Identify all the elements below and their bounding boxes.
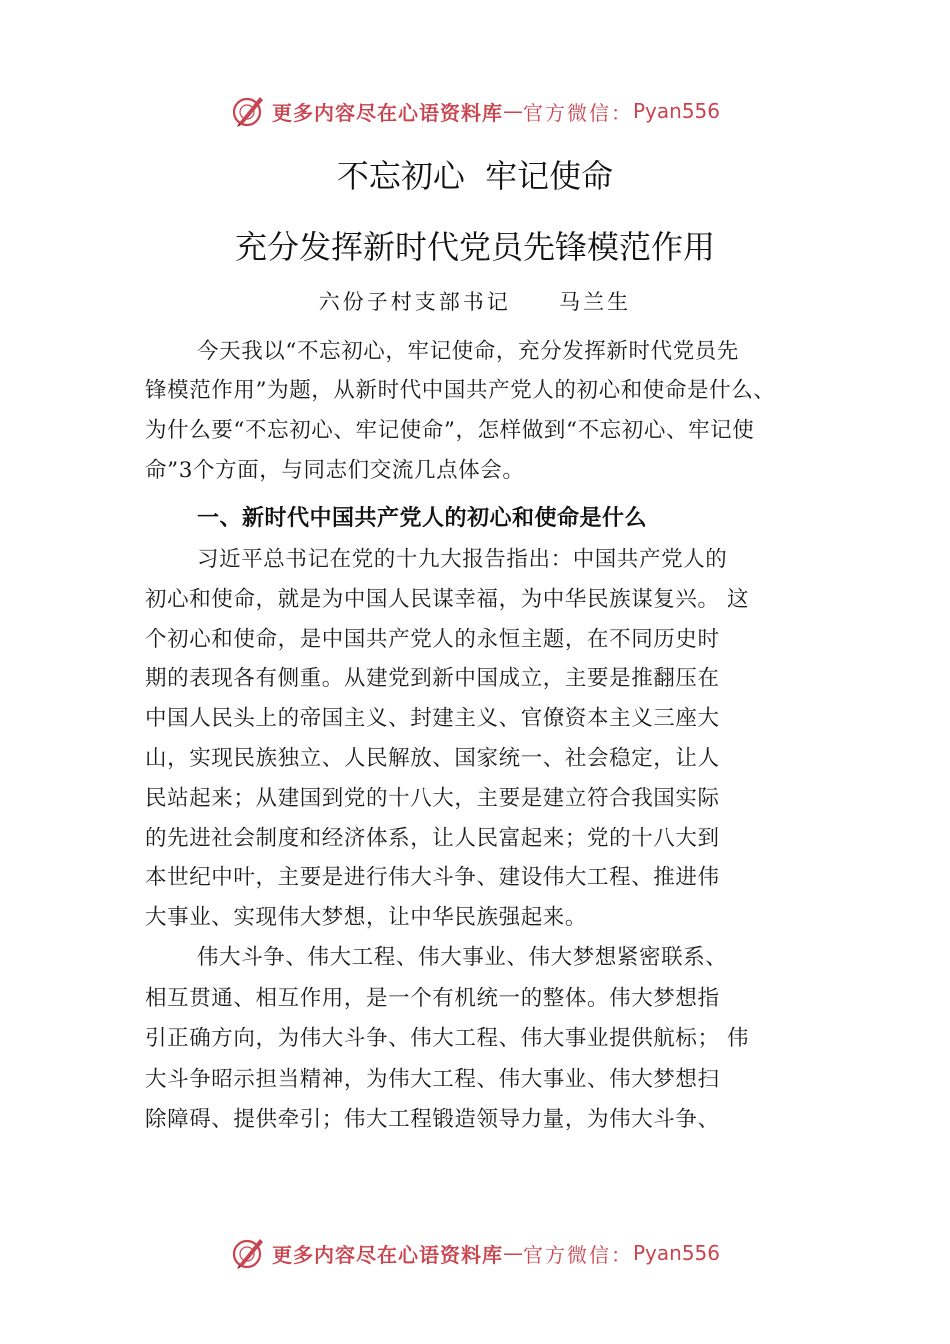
text-line: 个初心和使命，是中国共产党人的永恒主题，在不同历史时 — [145, 627, 720, 652]
pen-logo-icon — [230, 1235, 266, 1271]
watermark-wechat-label: 官方微信： — [522, 100, 633, 125]
pen-logo-icon — [230, 93, 266, 129]
text-line: 大事业、实现伟大梦想，让中华民族强起来。 — [145, 905, 588, 930]
text-line: 民站起来；从建国到党的十八大，主要是建立符合我国实际 — [145, 786, 720, 811]
text-line: 引正确方向，为伟大斗争、伟大工程、伟大事业提供航标； 伟 — [145, 1026, 750, 1051]
text-line: 除障碍、提供牵引；伟大工程锻造领导力量，为伟大斗争、 — [145, 1107, 720, 1132]
text-line: 期的表现各有侧重。从建党到新中国成立，主要是推翻压在 — [145, 666, 720, 691]
watermark-wechat-id: Pyan556 — [632, 1241, 720, 1265]
watermark-text: 更多内容尽在心语资料库 — [271, 100, 503, 125]
text-line: 锋模范作用”为题，从新时代中国共产党人的初心和使命是什么、 — [145, 378, 776, 403]
text-line: 山，实现民族独立、人民解放、国家统一、社会稳定，让人 — [145, 746, 720, 771]
text-line: 本世纪中叶，主要是进行伟大斗争、建设伟大工程、推进伟 — [145, 865, 720, 890]
watermark-text: 更多内容尽在心语资料库 — [271, 1242, 503, 1267]
watermark-wechat-id: Pyan556 — [632, 99, 720, 123]
watermark-header — [0, 91, 950, 131]
watermark-dash: — — [502, 1241, 523, 1265]
text-line: 大斗争昭示担当精神，为伟大工程、伟大事业、伟大梦想扫 — [145, 1067, 720, 1092]
text-line: 为什么要“不忘初心、牢记使命”，怎样做到“不忘初心、牢记使 — [145, 418, 755, 443]
watermark-dash: — — [502, 99, 523, 123]
author-line: 六份子村支部书记 马兰生 — [318, 290, 632, 314]
document-title: 不忘初心 牢记使命 — [336, 157, 614, 195]
watermark-wechat-label: 官方微信： — [522, 1242, 633, 1267]
text-line: 的先进社会制度和经济体系，让人民富起来；党的十八大到 — [145, 826, 720, 851]
section-heading: 一、新时代中国共产党人的初心和使命是什么 — [197, 506, 648, 531]
text-line: 习近平总书记在党的十九大报告指出：中国共产党人的 — [197, 547, 728, 572]
text-line: 命”3个方面，与同志们交流几点体会。 — [145, 458, 525, 483]
text-line: 中国人民头上的帝国主义、封建主义、官僚资本主义三座大 — [145, 706, 720, 731]
text-line: 相互贯通、相互作用，是一个有机统一的整体。伟大梦想指 — [145, 986, 720, 1011]
text-line: 初心和使命，就是为中国人民谋幸福，为中华民族谋复兴。 这 — [145, 587, 750, 612]
document-subtitle: 充分发挥新时代党员先锋模范作用 — [234, 228, 715, 266]
text-line: 伟大斗争、伟大工程、伟大事业、伟大梦想紧密联系、 — [197, 945, 728, 970]
text-line: 今天我以“不忘初心，牢记使命，充分发挥新时代党员先 — [197, 339, 739, 364]
watermark-footer — [0, 1233, 950, 1273]
